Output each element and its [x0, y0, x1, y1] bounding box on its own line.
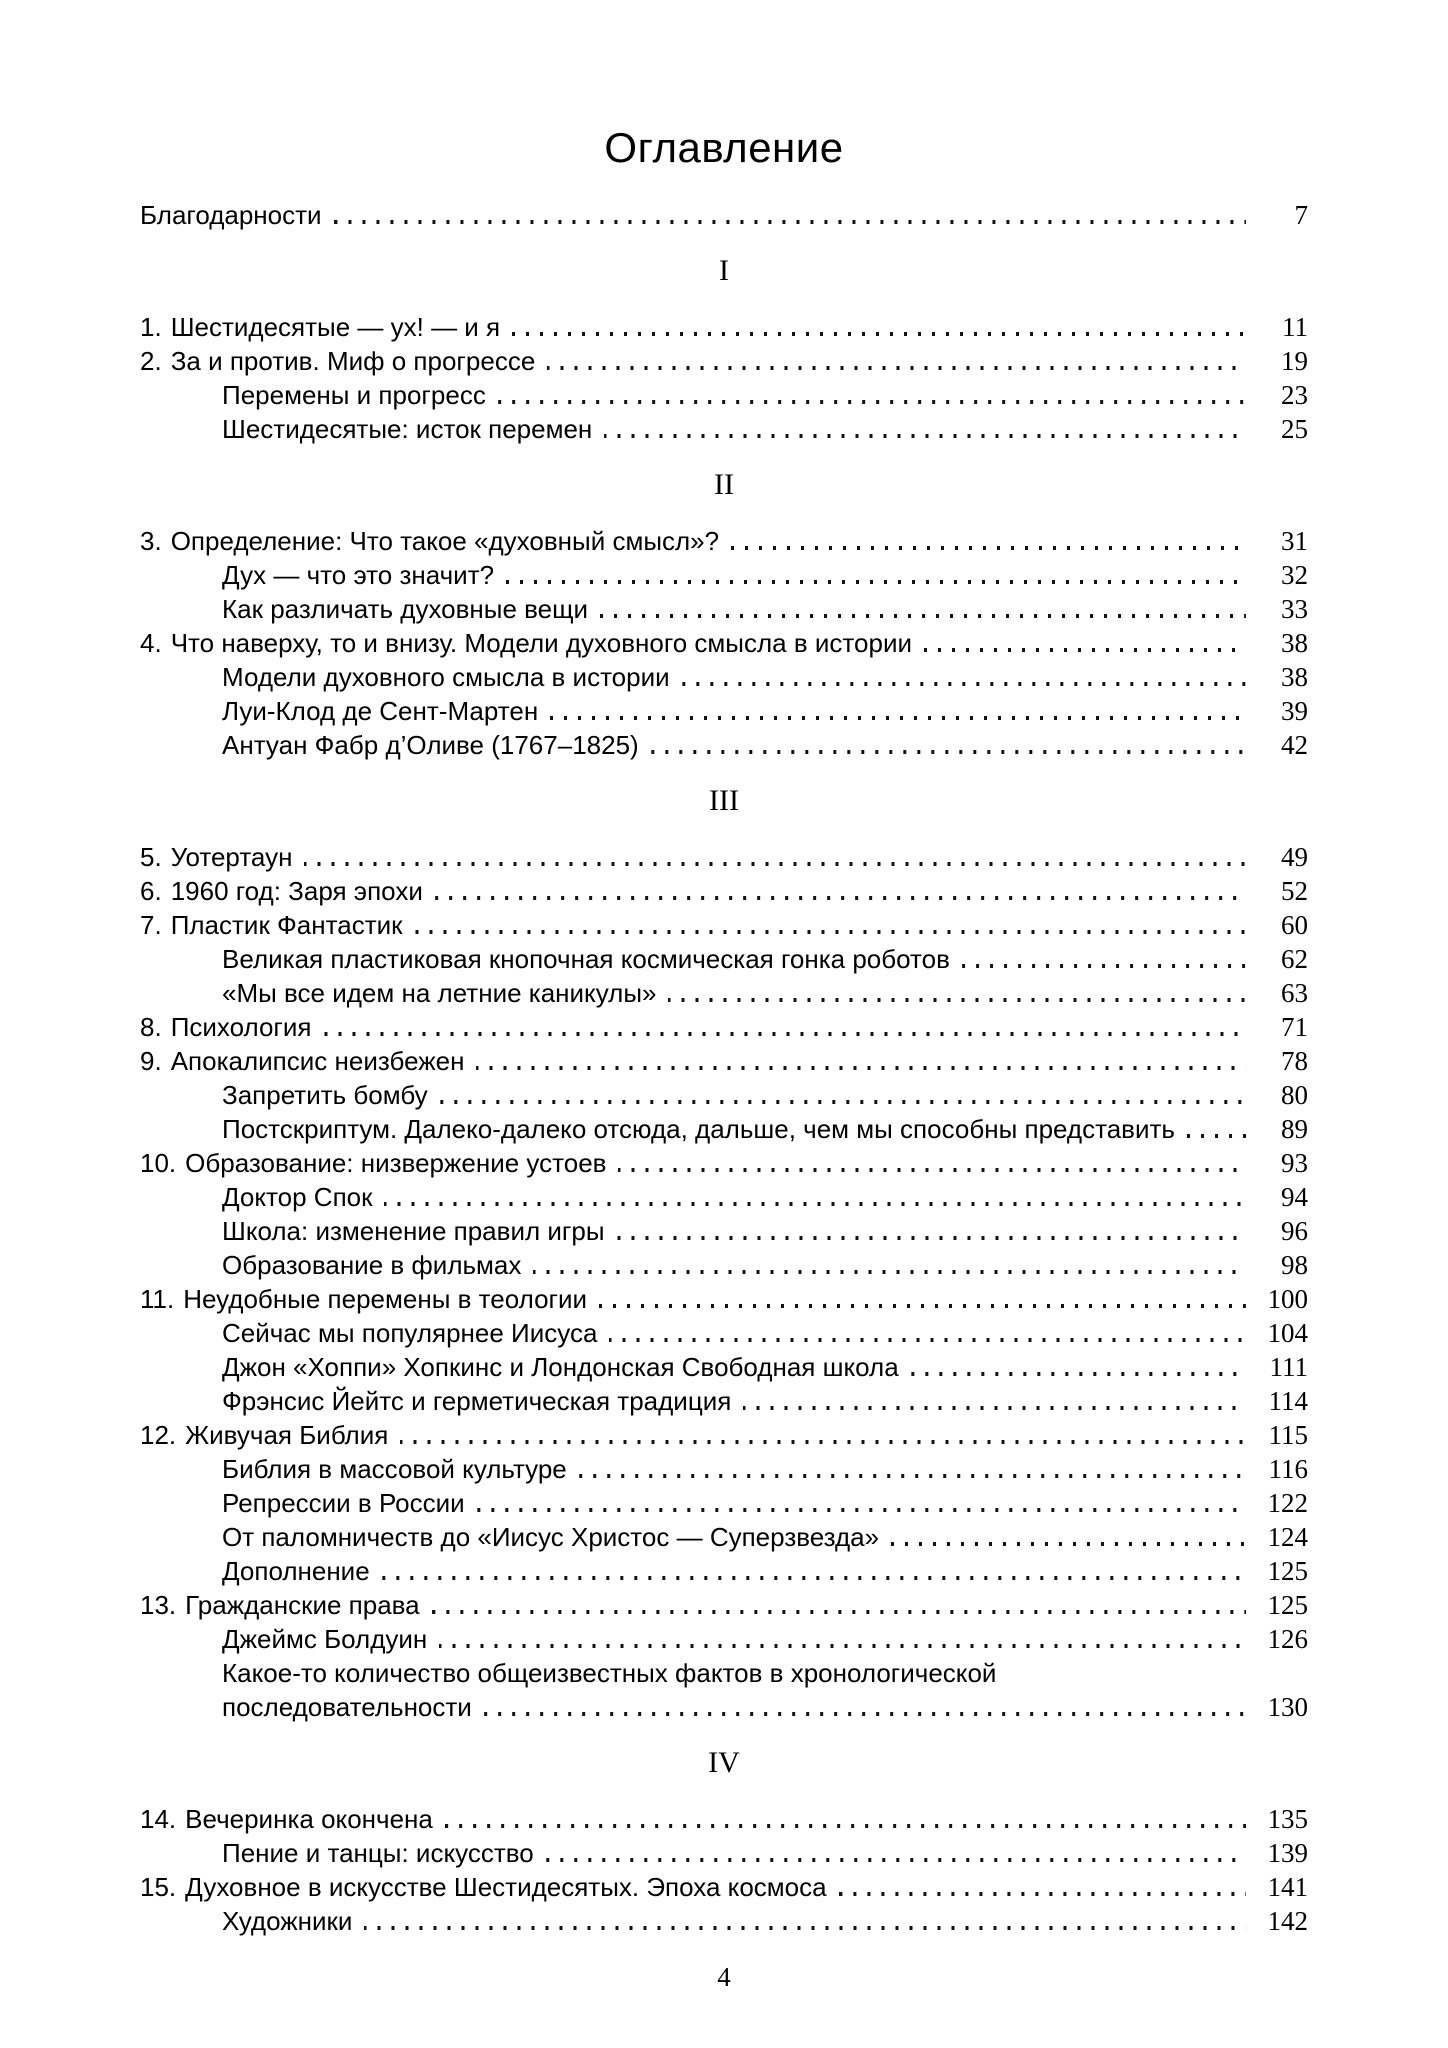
dot-leader — [435, 896, 1246, 900]
entry-page-number: 38 — [1281, 628, 1308, 658]
entry-page-number: 115 — [1268, 1420, 1308, 1450]
entry-page-number: 31 — [1281, 526, 1308, 556]
dot-leader — [891, 1542, 1246, 1546]
chapter-number: 8. — [140, 1012, 162, 1042]
entry-title: Перемены и прогресс — [222, 380, 486, 410]
toc-entry-row — [140, 198, 1308, 232]
entry-page-number: 100 — [1267, 1284, 1308, 1314]
entry-title: Дух — что это значит? — [222, 560, 495, 590]
dot-leader — [445, 1824, 1246, 1828]
entry-title: Антуан Фабр д’Оливе (1767–1825) — [222, 730, 639, 760]
toc-entry-row — [140, 1316, 1308, 1350]
toc-entry-row — [140, 694, 1308, 728]
dot-leader — [440, 1100, 1246, 1104]
dot-leader — [498, 400, 1246, 404]
entry-title: Пение и танцы: искусство — [222, 1838, 534, 1868]
chapter-number: 10. — [140, 1148, 177, 1178]
entry-title: Какое-то количество общеизвестных фактов в хронологической — [222, 1658, 997, 1688]
dot-leader — [651, 750, 1246, 754]
entry-title: 1960 год: Заря эпохи — [170, 876, 423, 906]
entry-title: Как различать духовные вещи — [222, 594, 589, 624]
entry-title: Гражданские права — [185, 1590, 420, 1620]
toc-entry-row — [140, 310, 1308, 344]
dot-leader — [477, 1508, 1246, 1512]
dot-leader — [604, 434, 1246, 438]
entry-title: Шестидесятые — ух! — и я — [170, 312, 501, 342]
entry-page-number: 78 — [1281, 1046, 1308, 1076]
dot-leader — [599, 1304, 1246, 1308]
entry-page-number: 49 — [1281, 842, 1308, 872]
entry-page-number: 52 — [1281, 876, 1308, 906]
entry-title: Образование в фильмах — [222, 1250, 522, 1280]
dot-leader — [743, 1406, 1246, 1410]
dot-leader — [484, 1712, 1246, 1716]
entry-page-number: 80 — [1281, 1080, 1308, 1110]
dot-leader — [400, 1440, 1246, 1444]
toc-entry-row — [140, 1384, 1308, 1418]
chapter-number: 12. — [140, 1420, 177, 1450]
toc-entry-row — [140, 1044, 1308, 1078]
dot-leader — [731, 546, 1246, 550]
entry-page-number: 38 — [1281, 662, 1308, 692]
toc-entry-row — [140, 344, 1308, 378]
dot-leader — [364, 1926, 1246, 1930]
toc-entry-row — [140, 728, 1308, 762]
entry-page-number: 71 — [1281, 1012, 1308, 1042]
toc-entry-row — [140, 1282, 1308, 1316]
dot-leader — [512, 332, 1246, 336]
page-title: Оглавление — [604, 124, 844, 171]
chapter-number: 1. — [140, 312, 162, 342]
dot-leader — [384, 1202, 1246, 1206]
dot-leader — [682, 682, 1246, 686]
toc-entry-row — [140, 1870, 1308, 1904]
entry-page-number: 116 — [1268, 1454, 1308, 1484]
chapter-number: 14. — [140, 1804, 177, 1834]
toc-entry-row — [140, 1248, 1308, 1282]
entry-page-number: 11 — [1282, 312, 1308, 342]
entry-page-number: 111 — [1269, 1352, 1308, 1382]
chapter-number: 2. — [140, 346, 162, 376]
toc-entry-row — [140, 1486, 1308, 1520]
dot-leader — [415, 930, 1246, 934]
entry-title: Живучая Библия — [185, 1420, 389, 1450]
entry-title: Фрэнсис Йейтс и герметическая традиция — [222, 1386, 732, 1416]
section-heading: IV — [708, 1746, 740, 1779]
entry-title: Доктор Спок — [222, 1182, 373, 1212]
entry-page-number: 23 — [1281, 380, 1308, 410]
chapter-number: 9. — [140, 1046, 162, 1076]
entry-title: Модели духовного смысла в истории — [222, 662, 670, 692]
entry-title: Художники — [222, 1906, 353, 1936]
entry-title: От паломничеств до «Иисус Христос — Суперзвезда» — [222, 1522, 880, 1552]
chapter-number: 11. — [140, 1284, 175, 1314]
dot-leader — [609, 1338, 1246, 1342]
toc-entry-row — [140, 524, 1308, 558]
entry-title: Неудобные перемены в теологии — [183, 1284, 588, 1314]
entry-title: Библия в массовой культуре — [222, 1454, 567, 1484]
entry-title: Репрессии в России — [222, 1488, 465, 1518]
toc-entry-row — [140, 592, 1308, 626]
toc-entry-row — [140, 660, 1308, 694]
toc-entry-row — [140, 1520, 1308, 1554]
toc-entry-row — [140, 942, 1308, 976]
chapter-number: 5. — [140, 842, 162, 872]
entry-title: Пластик Фантастик — [170, 910, 403, 940]
toc-entry-row — [140, 1690, 1308, 1724]
section-heading: II — [714, 468, 734, 501]
entry-page-number: 32 — [1281, 560, 1308, 590]
toc-entry-row — [140, 1214, 1308, 1248]
entry-page-number: 139 — [1267, 1838, 1308, 1868]
dot-leader — [476, 1066, 1246, 1070]
toc-entry-row — [140, 626, 1308, 660]
toc-entry-row — [140, 1588, 1308, 1622]
entry-page-number: 126 — [1267, 1624, 1308, 1654]
entry-page-number: 39 — [1281, 696, 1308, 726]
chapter-number: 3. — [140, 526, 162, 556]
toc-entry-row — [140, 1418, 1308, 1452]
entry-title: Психология — [170, 1012, 312, 1042]
entry-page-number: 125 — [1267, 1590, 1308, 1620]
toc-entry-row — [140, 874, 1308, 908]
toc-entry-row — [140, 976, 1308, 1010]
entry-title: Школа: изменение правил игры — [222, 1216, 605, 1246]
toc-entry-row — [140, 412, 1308, 446]
entry-page-number: 124 — [1267, 1522, 1308, 1552]
chapter-number: 4. — [140, 628, 162, 658]
entry-title: За и против. Миф о прогрессе — [170, 346, 536, 376]
toc-entry-row — [140, 1904, 1308, 1938]
dot-leader — [324, 1032, 1246, 1036]
dot-leader — [439, 1644, 1246, 1648]
entry-page-number: 63 — [1281, 978, 1308, 1008]
entry-page-number: 142 — [1267, 1906, 1308, 1936]
entry-page-number: 141 — [1267, 1872, 1308, 1902]
toc-entry-row — [140, 1180, 1308, 1214]
dot-leader — [546, 1858, 1246, 1862]
entry-page-number: 93 — [1281, 1148, 1308, 1178]
toc-entry-row — [140, 1112, 1308, 1146]
dot-leader — [924, 648, 1246, 652]
entry-page-number: 62 — [1281, 944, 1308, 974]
entry-page-number: 60 — [1281, 910, 1308, 940]
toc-entry-row — [140, 1146, 1308, 1180]
entry-page-number: 33 — [1281, 594, 1308, 624]
entry-title: Вечеринка окончена — [185, 1804, 433, 1834]
entry-page-number: 135 — [1267, 1804, 1308, 1834]
dot-leader — [334, 220, 1246, 224]
chapter-number: 15. — [140, 1872, 177, 1902]
entry-page-number: 96 — [1281, 1216, 1308, 1246]
entry-title: «Мы все идем на летние каникулы» — [222, 978, 657, 1008]
entry-title: Определение: Что такое «духовный смысл»? — [170, 526, 720, 556]
dot-leader — [382, 1576, 1246, 1580]
entry-title: Дополнение — [222, 1556, 370, 1586]
footer-page-number: 4 — [717, 1962, 731, 1992]
dot-leader — [839, 1892, 1246, 1896]
chapter-number: 6. — [140, 876, 162, 906]
entry-title: Что наверху, то и внизу. Модели духовного смысла в истории — [170, 628, 912, 658]
entry-page-number: 42 — [1281, 730, 1308, 760]
dot-leader — [533, 1270, 1246, 1274]
entry-page-number: 104 — [1267, 1318, 1308, 1348]
section-heading: I — [719, 254, 729, 287]
dot-leader — [547, 366, 1246, 370]
toc-entry-row — [140, 1554, 1308, 1588]
toc-entry-row — [140, 1656, 1308, 1690]
entry-title: Духовное в искусстве Шестидесятых. Эпоха космоса — [185, 1872, 827, 1902]
entry-title: Луи-Клод де Сент-Мартен — [222, 696, 539, 726]
entry-title: Образование: низвержение устоев — [185, 1148, 607, 1178]
toc-entry-row — [140, 1078, 1308, 1112]
dot-leader — [911, 1372, 1246, 1376]
chapter-number: 13. — [140, 1590, 177, 1620]
entry-page-number: 125 — [1267, 1556, 1308, 1586]
entry-page-number: 94 — [1281, 1182, 1308, 1212]
dot-leader — [304, 862, 1246, 866]
dot-leader — [432, 1610, 1246, 1614]
entry-page-number: 98 — [1281, 1250, 1308, 1280]
toc-entry-row — [140, 840, 1308, 874]
dot-leader — [668, 998, 1246, 1002]
toc-entry-row — [140, 558, 1308, 592]
chapter-number: 7. — [140, 910, 162, 940]
entry-title: Уотертаун — [170, 842, 293, 872]
toc-entry-row — [140, 908, 1308, 942]
dot-leader — [579, 1474, 1246, 1478]
section-heading: III — [709, 784, 739, 817]
entry-title: Великая пластиковая кнопочная космическая гонка роботов — [222, 944, 950, 974]
entry-title: Джеймс Болдуин — [222, 1624, 428, 1654]
toc — [0, 172, 1448, 1938]
entry-title: Благодарности — [140, 200, 322, 230]
entry-title: последовательности — [222, 1692, 472, 1722]
toc-entry-row — [140, 1350, 1308, 1384]
entry-page-number: 25 — [1281, 414, 1308, 444]
dot-leader — [1187, 1134, 1246, 1138]
entry-page-number: 114 — [1268, 1386, 1308, 1416]
entry-page-number: 89 — [1281, 1114, 1308, 1144]
toc-entry-row — [140, 1452, 1308, 1486]
dot-leader — [617, 1236, 1246, 1240]
entry-title: Шестидесятые: исток перемен — [222, 414, 593, 444]
entry-title: Джон «Хоппи» Хопкинс и Лондонская Свободная школа — [222, 1352, 899, 1382]
entry-page-number: 7 — [1294, 200, 1308, 230]
dot-leader — [550, 716, 1246, 720]
entry-title: Апокалипсис неизбежен — [170, 1046, 465, 1076]
entry-page-number: 130 — [1267, 1692, 1308, 1722]
dot-leader — [506, 580, 1246, 584]
dot-leader — [600, 614, 1246, 618]
entry-title: Постскриптум. Далеко-далеко отсюда, дальше, чем мы способны представить — [222, 1114, 1175, 1144]
toc-entry-row — [140, 1836, 1308, 1870]
toc-entry-row — [140, 1802, 1308, 1836]
entry-title: Сейчас мы популярнее Иисуса — [222, 1318, 598, 1348]
dot-leader — [962, 964, 1246, 968]
toc-entry-row — [140, 378, 1308, 412]
toc-entry-row — [140, 1622, 1308, 1656]
entry-title: Запретить бомбу — [222, 1080, 428, 1110]
dot-leader — [618, 1168, 1246, 1172]
entry-page-number: 19 — [1281, 346, 1308, 376]
toc-entry-row — [140, 1010, 1308, 1044]
entry-page-number: 122 — [1267, 1488, 1308, 1518]
